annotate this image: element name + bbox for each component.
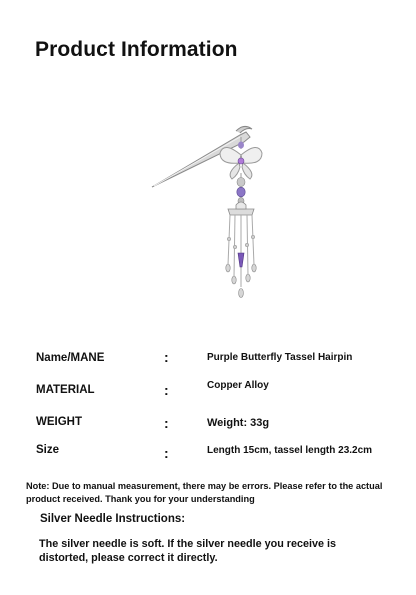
- page-title: Product Information: [35, 38, 238, 61]
- spec-value: Purple Butterfly Tassel Hairpin: [207, 352, 353, 363]
- spec-value: Copper Alloy: [207, 380, 269, 391]
- spec-label: WEIGHT: [36, 416, 82, 428]
- spec-value: Weight: 33g: [207, 417, 270, 429]
- spec-value: Length 15cm, tassel length 23.2cm: [207, 445, 373, 456]
- spec-label: MATERIAL: [36, 384, 95, 396]
- spec-colon: :: [164, 415, 169, 431]
- hairpin-butterfly-tassel-icon: [140, 115, 290, 300]
- spec-row-weight: [0, 413, 416, 437]
- spec-row-size: [0, 443, 416, 467]
- product-image: [140, 115, 290, 300]
- spec-colon: :: [164, 349, 169, 365]
- spec-row-name: [0, 349, 416, 373]
- spec-row-material: [0, 380, 416, 404]
- instructions-text: The silver needle is soft. If the silver needle you receive is distorted, please correct it directly.: [39, 538, 337, 564]
- instructions-title: Silver Needle Instructions:: [40, 513, 186, 525]
- spec-label: Size: [36, 444, 60, 456]
- spec-label: Name/MANE: [36, 352, 105, 364]
- spec-colon: :: [164, 382, 169, 398]
- spec-colon: :: [164, 445, 169, 461]
- measurement-note: Note: Due to manual measurement, there may be errors. Please refer to the actual product received. Thank you for your understanding: [26, 481, 383, 504]
